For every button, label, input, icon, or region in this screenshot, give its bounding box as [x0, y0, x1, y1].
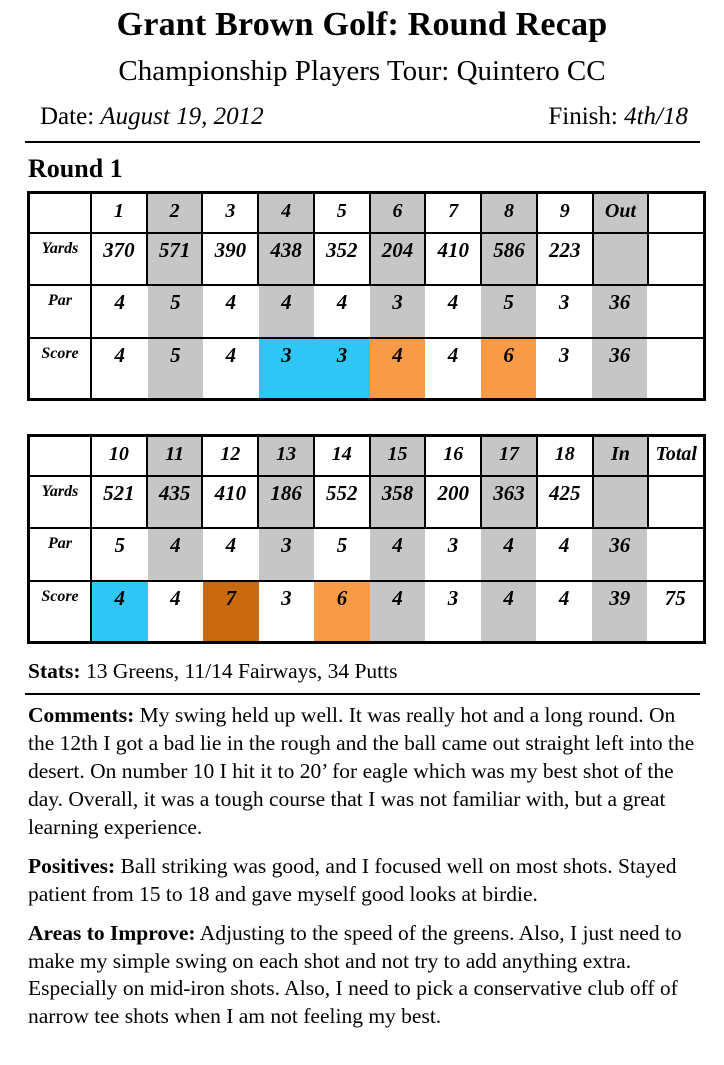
back-nine-yards-label: Yards — [30, 477, 92, 527]
back-nine-score-cell-11: 75 — [664, 586, 686, 610]
back-nine-score-row — [30, 580, 703, 641]
back-nine-par-cell-2: 4 — [148, 529, 204, 580]
front-nine-header-label — [30, 194, 92, 232]
page-subtitle: Championship Players Tour: Quintero CC — [118, 55, 606, 87]
back-nine-score-cell-3: 7 — [203, 582, 259, 641]
front-nine-yards-cell-4: 438 — [259, 234, 315, 284]
back-nine-header-cell-2: 11 — [148, 437, 204, 475]
front-nine-par-cell-5: 4 — [336, 290, 348, 314]
back-nine-par-cell-3: 4 — [225, 533, 237, 557]
back-nine-yards-cell-9: 425 — [538, 477, 594, 527]
comments-text: My swing held up well. It was really hot and a long round. On the 12th I got a bad lie in the rough and the ball came out straight left into the desert. On number 10 I hit it to 20’ for eagle which was my best shot of the day. Overall, it was a tough course that I was not familiar with, but a great learning experience. — [28, 703, 695, 839]
front-nine-header-cell-7: 7 — [426, 194, 482, 232]
front-nine-par-label: Par — [30, 286, 92, 337]
back-nine-yards-cell-6: 358 — [371, 477, 427, 527]
front-nine-score-cell-3: 4 — [225, 343, 237, 367]
stats-divider — [25, 693, 700, 695]
stats-text: 13 Greens, 11/14 Fairways, 34 Putts — [85, 659, 398, 683]
back-nine-score-cell-7: 3 — [447, 586, 459, 610]
back-nine-yards-cell-4: 186 — [259, 477, 315, 527]
front-nine-yards-cell-6: 204 — [371, 234, 427, 284]
areas-to-improve-text: Adjusting to the speed of the greens. Also, I just need to make my simple swing on each shot and not try to add anything extra. Especially on mid-iron shots. Also, I need to pick a conservative club off of narrow tee shots when I am not feeling my best. — [28, 920, 682, 1029]
comments-label: Comments: — [28, 703, 135, 727]
back-nine-score-cell-5: 6 — [314, 582, 370, 641]
back-nine-yards-cell-10 — [594, 477, 650, 527]
back-nine-yards-cell-11 — [649, 477, 703, 527]
front-nine-header-row — [30, 194, 703, 232]
positives-note — [28, 853, 700, 909]
back-nine-header-cell-7: 16 — [426, 437, 482, 475]
front-nine-par-cell-2: 5 — [148, 286, 204, 337]
back-nine-par-label: Par — [30, 529, 92, 580]
back-nine-score-label: Score — [30, 582, 92, 641]
front-nine-header-cell-5: 5 — [315, 194, 371, 232]
back-nine-header-cell-11: Total — [655, 443, 697, 465]
back-nine-score-cell-9: 4 — [558, 586, 570, 610]
front-nine-score-cell-10: 36 — [592, 339, 648, 398]
areas-to-improve-label: Areas to Improve: — [28, 920, 196, 945]
round-title: Round 1 — [28, 154, 123, 183]
back-nine-yards-cell-5: 552 — [315, 477, 371, 527]
front-nine-par-cell-10: 36 — [592, 286, 648, 337]
front-nine-yards-row — [30, 232, 703, 284]
front-nine-table — [27, 191, 706, 401]
front-nine-par-cell-3: 4 — [225, 290, 237, 314]
front-nine-yards-cell-8: 586 — [482, 234, 538, 284]
front-nine-par-cell-1: 4 — [114, 290, 126, 314]
front-nine-score-cell-6: 4 — [370, 339, 426, 398]
front-nine-header-cell-10: Out — [594, 194, 650, 232]
front-nine-header-cell-3: 3 — [203, 194, 259, 232]
back-nine-par-cell-5: 5 — [336, 533, 348, 557]
front-nine-par-row — [30, 284, 703, 337]
finish-field — [548, 103, 688, 131]
back-nine-yards-cell-1: 521 — [92, 477, 148, 527]
front-nine-yards-cell-1: 370 — [92, 234, 148, 284]
front-nine-score-cell-4: 3 — [259, 339, 315, 398]
back-nine-header-cell-10: In — [594, 437, 650, 475]
back-nine-par-cell-10: 36 — [592, 529, 648, 580]
areas-to-improve-note — [28, 920, 700, 1032]
back-nine-score-cell-6: 4 — [370, 582, 426, 641]
back-nine-header-cell-3: 12 — [203, 437, 259, 475]
front-nine-par-cell-8: 5 — [481, 286, 537, 337]
finish-label: Finish: — [548, 103, 618, 130]
front-nine-par-cell-7: 4 — [447, 290, 459, 314]
front-nine-yards-cell-10 — [594, 234, 650, 284]
meta-row — [40, 103, 688, 131]
comments-note — [28, 702, 700, 842]
front-nine-yards-cell-7: 410 — [426, 234, 482, 284]
back-nine-par-cell-8: 4 — [481, 529, 537, 580]
back-nine-header-cell-5: 14 — [315, 437, 371, 475]
front-nine-par-cell-11 — [647, 286, 703, 337]
back-nine-par-row — [30, 527, 703, 580]
front-nine-score-cell-8: 6 — [481, 339, 537, 398]
date-value: August 19, 2012 — [100, 103, 264, 130]
back-nine-par-cell-9: 4 — [558, 533, 570, 557]
front-nine-score-cell-11 — [647, 339, 703, 398]
front-nine-score-cell-9: 3 — [558, 343, 570, 367]
front-nine-header-cell-8: 8 — [482, 194, 538, 232]
front-nine-yards-cell-2: 571 — [148, 234, 204, 284]
front-nine-score-cell-1: 4 — [114, 343, 126, 367]
stats-line — [28, 659, 700, 684]
header-divider — [25, 141, 700, 143]
back-nine-par-cell-1: 5 — [114, 533, 126, 557]
back-nine-par-cell-7: 3 — [447, 533, 459, 557]
back-nine-par-cell-11 — [647, 529, 703, 580]
back-nine-header-cell-1: 10 — [92, 437, 148, 475]
front-nine-yards-cell-9: 223 — [538, 234, 594, 284]
back-nine-score-cell-8: 4 — [481, 582, 537, 641]
front-nine-header-cell-9: 9 — [538, 194, 594, 232]
notes-section — [28, 702, 700, 1031]
front-nine-header-cell-1: 1 — [92, 194, 148, 232]
positives-label: Positives: — [28, 853, 116, 878]
front-nine-score-cell-5: 3 — [314, 339, 370, 398]
back-nine-header-cell-6: 15 — [371, 437, 427, 475]
back-nine-yards-cell-2: 435 — [148, 477, 204, 527]
back-nine-table — [27, 434, 706, 644]
back-nine-score-cell-4: 3 — [281, 586, 292, 610]
front-nine-par-cell-6: 3 — [370, 286, 426, 337]
front-nine-yards-cell-5: 352 — [315, 234, 371, 284]
positives-text: Ball striking was good, and I focused well on most shots. Stayed patient from 15 to 18 and gave myself good looks at birdie. — [28, 853, 677, 906]
back-nine-header-label — [30, 437, 92, 475]
front-nine-score-cell-7: 4 — [447, 343, 459, 367]
back-nine-header-cell-4: 13 — [259, 437, 315, 475]
front-nine-header-cell-2: 2 — [148, 194, 204, 232]
back-nine-score-cell-1: 4 — [92, 582, 148, 641]
back-nine-header-cell-9: 18 — [538, 437, 594, 475]
front-nine-yards-label: Yards — [30, 234, 92, 284]
back-nine-yards-cell-8: 363 — [482, 477, 538, 527]
date-field — [40, 103, 264, 131]
front-nine-score-label: Score — [30, 339, 92, 398]
front-nine-par-cell-9: 3 — [558, 290, 570, 314]
front-nine-yards-cell-3: 390 — [203, 234, 259, 284]
front-nine-score-cell-2: 5 — [148, 339, 204, 398]
back-nine-score-cell-10: 39 — [592, 582, 648, 641]
front-nine-header-cell-11 — [649, 194, 703, 232]
back-nine-par-cell-4: 3 — [259, 529, 315, 580]
back-nine-par-cell-6: 4 — [370, 529, 426, 580]
stats-label: Stats: — [28, 659, 81, 683]
back-nine-header-row — [30, 437, 703, 475]
back-nine-yards-row — [30, 475, 703, 527]
finish-value: 4th/18 — [624, 103, 688, 130]
front-nine-par-cell-4: 4 — [259, 286, 315, 337]
back-nine-header-cell-8: 17 — [482, 437, 538, 475]
front-nine-header-cell-6: 6 — [371, 194, 427, 232]
date-label: Date: — [40, 103, 95, 130]
back-nine-score-cell-2: 4 — [170, 586, 181, 610]
front-nine-header-cell-4: 4 — [259, 194, 315, 232]
front-nine-yards-cell-11 — [649, 234, 703, 284]
front-nine-score-row — [30, 337, 703, 398]
page-title: Grant Brown Golf: Round Recap — [116, 6, 608, 43]
back-nine-yards-cell-7: 200 — [426, 477, 482, 527]
back-nine-yards-cell-3: 410 — [203, 477, 259, 527]
